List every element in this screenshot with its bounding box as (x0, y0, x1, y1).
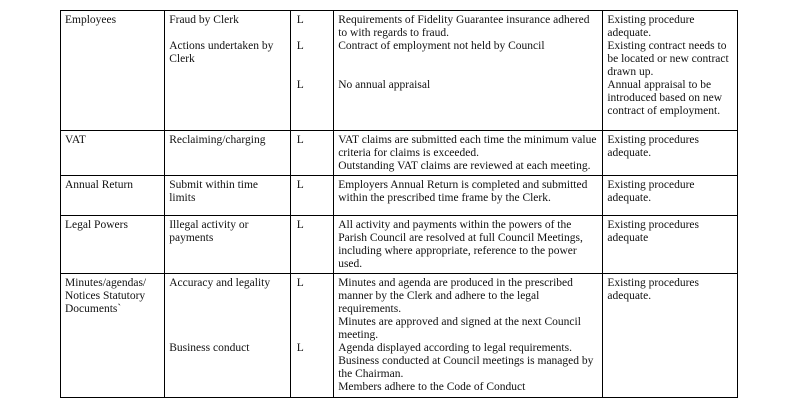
subject-area-cell: VAT (61, 131, 165, 176)
review-cell: Existing procedures adequate. (603, 131, 738, 176)
review-cell: Existing procedures adequate (603, 216, 738, 274)
review-cell: Existing procedure adequate. Existing contract needs to be located or new contract drawn up. Annual appraisal to be introduced based on new contract of employment. (603, 11, 738, 131)
review-cell: Existing procedures adequate. (603, 274, 738, 398)
management-cell: Minutes and agenda are produced in the prescribed manner by the Clerk and adhere to the legal requirements. Minutes are approved and signed at the next Council meeting. Agenda displayed according to legal requirements. Business conducted at Council meetings is managed by the Chairman. Members adhere to the Code of Conduct (334, 274, 603, 398)
management-cell: All activity and payments within the powers of the Parish Council are resolved at full Council Meetings, including where appropriate, reference to the power used. (334, 216, 603, 274)
subject-area-cell: Employees (61, 11, 165, 131)
table-row (61, 11, 738, 131)
risk-level-cell: L L (290, 274, 334, 398)
risk-level-cell: L (290, 131, 334, 176)
risk-level-cell: L (290, 176, 334, 216)
table-row (61, 274, 738, 398)
risk-cell: Submit within time limits (165, 176, 290, 216)
risk-level-cell: L (290, 216, 334, 274)
management-cell: Employers Annual Return is completed and submitted within the prescribed time frame by the Clerk. (334, 176, 603, 216)
table-row (61, 216, 738, 274)
subject-area-cell: Annual Return (61, 176, 165, 216)
management-cell: Requirements of Fidelity Guarantee insurance adhered to with regards to fraud. Contract of employment not held by Council No annual appraisal (334, 11, 603, 131)
subject-area-cell: Minutes/agendas/ Notices Statutory Documents` (61, 274, 165, 398)
risk-cell: Illegal activity or payments (165, 216, 290, 274)
table-row (61, 176, 738, 216)
risk-assessment-table (60, 10, 738, 398)
risk-cell: Reclaiming/charging (165, 131, 290, 176)
table-row (61, 131, 738, 176)
review-cell: Existing procedure adequate. (603, 176, 738, 216)
risk-cell: Fraud by Clerk Actions undertaken by Clerk (165, 11, 290, 131)
risk-level-cell: L L L (290, 11, 334, 131)
risk-cell: Accuracy and legality Business conduct (165, 274, 290, 398)
subject-area-cell: Legal Powers (61, 216, 165, 274)
management-cell: VAT claims are submitted each time the minimum value criteria for claims is exceeded. Outstanding VAT claims are reviewed at each meeting. (334, 131, 603, 176)
